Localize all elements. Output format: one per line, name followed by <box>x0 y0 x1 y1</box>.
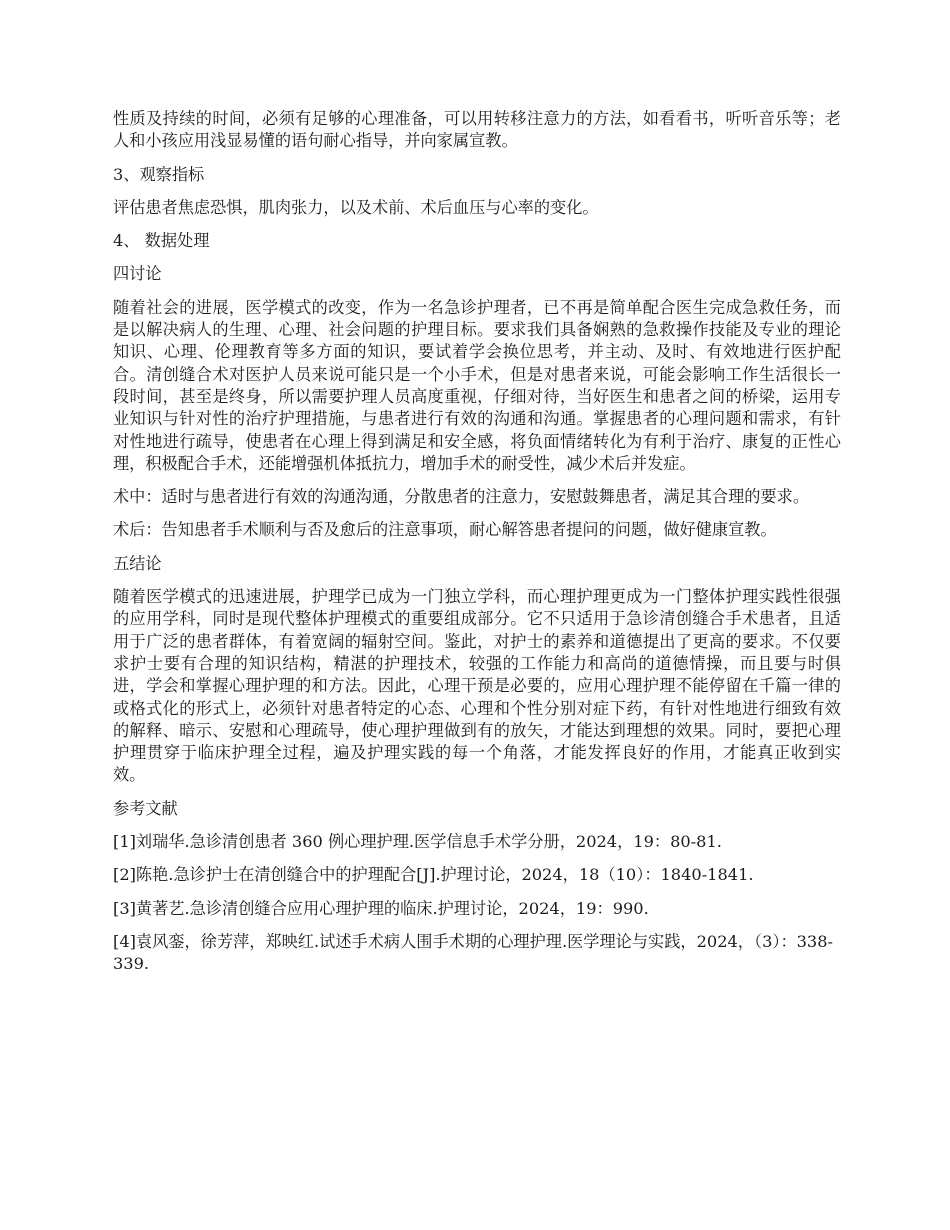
paragraph-conclusion: 随着医学模式的迅速进展，护理学已成为一门独立学科，而心理护理更成为一门整体护理实践性很强的应用学科，同时是现代整体护理模式的重要组成部分。它不只适用于急诊清创缝合手术患者，且适用于广泛的患者群体，有着宽阔的辐射空间。鉴此，对护士的素养和道德提出了更高的要求。不仅要求护士要有合理的知识结构，精湛的护理技术，较强的工作能力和高尚的道德情操，而且要与时俱进，学会和掌握心理护理的和方法。因此，心理干预是必要的，应用心理护理不能停留在千篇一律的或格式化的形式上，必须针对患者特定的心态、心理和个性分别对症下药，有针对性地进行细致有效的解释、暗示、安慰和心理疏导，使心理护理做到有的放矢，才能达到理想的效果。同时，要把心理护理贯穿于临床护理全过程，遍及护理实践的每一个角落，才能发挥良好的作用，才能真正收到实效。 <box>113 587 841 785</box>
reference-item: [2]陈艳.急诊护士在清创缝合中的护理配合[J].护理讨论，2024，18（10）：1840-1841. <box>113 865 754 885</box>
heading-observation-indicators: 3、观察指标 <box>113 164 205 184</box>
heading-conclusion: 五结论 <box>113 553 162 573</box>
paragraph-intraoperative: 术中：适时与患者进行有效的沟通沟通，分散患者的注意力，安慰鼓舞患者，满足其合理的要求。 <box>113 487 810 507</box>
heading-discussion: 四讨论 <box>113 264 162 284</box>
paragraph-discussion: 随着社会的进展，医学模式的改变，作为一名急诊护理者，已不再是简单配合医生完成急救任务，而是以解决病人的生理、心理、社会问题的护理目标。要求我们具备娴熟的急救操作技能及专业的理论知识、心理、伦理教育等多方面的知识，要试着学会换位思考，并主动、及时、有效地进行医护配合。清创缝合术对医护人员来说可能只是一个小手术，但是对患者来说，可能会影响工作生活很长一段时间，甚至是终身，所以需要护理人员高度重视，仔细对待，当好医生和患者之间的桥梁，运用专业知识与针对性的治疗护理措施，与患者进行有效的沟通和沟通。掌握患者的心理问题和需求，有针对性地进行疏导，使患者在心理上得到满足和安全感，将负面情绪转化为有利于治疗、康复的正性心理，积极配合手术，还能增强机体抵抗力，增加手术的耐受性，减少术后并发症。 <box>113 297 841 473</box>
reference-item: [3]黄著艺.急诊清创缝合应用心理护理的临床.护理讨论，2024，19：990. <box>113 898 649 918</box>
document-page <box>113 108 841 987</box>
reference-item: [4]袁风銮，徐芳萍，郑映红.试述手术病人围手术期的心理护理.医学理论与实践，2024，（3）：338-339. <box>113 931 834 974</box>
heading-references: 参考文献 <box>113 798 178 818</box>
paragraph-observation: 评估患者焦虑恐惧，肌肉张力，以及术前、术后血压与心率的变化。 <box>113 197 599 217</box>
reference-list <box>113 831 841 975</box>
reference-item: [1]刘瑞华.急诊清创患者 360 例心理护理.医学信息手术学分册，2024，19：80-81. <box>113 832 722 852</box>
heading-data-processing: 4、 数据处理 <box>113 231 210 251</box>
paragraph-postoperative: 术后：告知患者手术顺利与否及愈后的注意事项，耐心解答患者提问的问题，做好健康宣教。 <box>113 520 777 540</box>
paragraph-preparation: 性质及持续的时间，必须有足够的心理准备，可以用转移注意力的方法，如看看书，听听音乐等；老人和小孩应用浅显易懂的语句耐心指导，并向家属宣教。 <box>113 109 841 151</box>
